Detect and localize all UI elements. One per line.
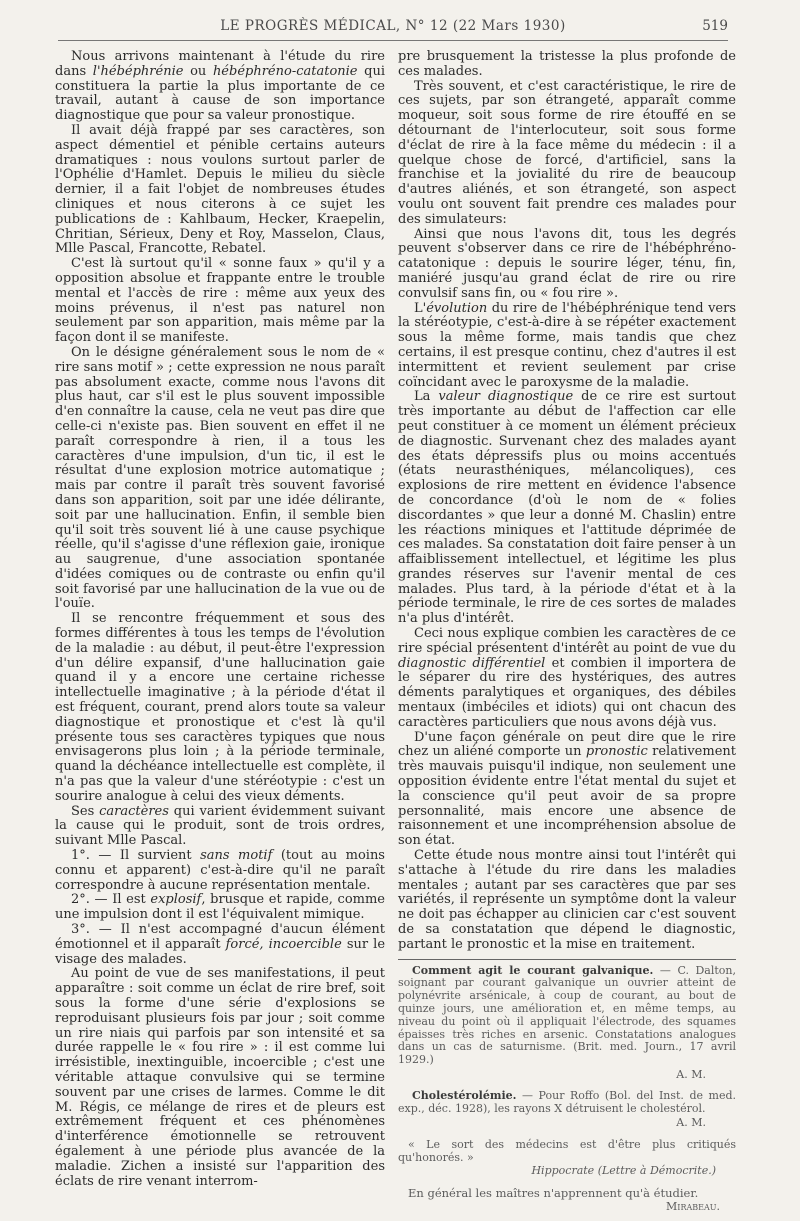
right-column bbox=[398, 50, 736, 1221]
quote-text: En général les maîtres n'apprennent qu'à étudier. bbox=[408, 1186, 699, 1201]
note-item: Comment agit le courant galvanique. — C. Dalton, soignant par courant galvanique un ouvrier atteint de polynévrite arsénicale, à coup de courant, au bout de quinze jours, une amélioration et, en même temps, au niveau du point où il appliquait l'électrode, des squames épaisses très riches en arsenic. Constatations analogues dans un cas de saturnisme. (Brit. med. Journ., 17 avril 1929.) bbox=[398, 963, 737, 1067]
quotations bbox=[398, 1138, 736, 1213]
paragraph: Il avait déjà frappé par ses caractères, son aspect démentiel et pénible certains auteurs dramatiques : nous voulons surtout parler de l'Ophélie d'Hamlet. Depuis le milieu du siècle dernier, il a fait l'objet de nombreuses études cliniques et nous citerons à ce sujet les publications de : Kahlbaum, Hecker, Kraepelin, Chritian, Sérieux, Deny et Roy, Masselon, Claus, Mlle Pascal, Francotte, Rebatel. bbox=[55, 122, 385, 257]
note-heading: Cholestérolémie. bbox=[412, 1088, 517, 1102]
paragraph: Très souvent, et c'est caractéristique, le rire de ces sujets, par son étrangeté, apparaît comme moqueur, soit sous forme de rire étouffé en se détournant de l'interlocuteur, soit sous forme d'éclat de rire à la face même du médecin : il a quelque chose de forcé, d'artificiel, sans la franchise et la jovialité du rire de beaucoup d'autres aliénés, et son étrangeté, son aspect voulu ont souvent fait prendre ces malades pour des simulateurs: bbox=[398, 78, 736, 227]
paragraph: 3°. — Il n'est accompagné d'aucun élément émotionnel et il apparaît forcé, incoercible sur le visage des malades. bbox=[55, 922, 386, 967]
left-column bbox=[55, 50, 385, 1189]
paragraph: Ainsi que nous l'avons dit, tous les degrés peuvent s'observer dans ce rire de l'hébéphréno-catatonique : depuis le sourire léger, ténu, fin, maniéré jusqu'au grand éclat de rire ou rire convulsif sans fin, ou « fou rire ». bbox=[398, 226, 736, 301]
paragraph: 2°. — Il est explosif, brusque et rapide, comme une impulsion dont il est l'équivalent mimique. bbox=[55, 892, 385, 923]
paragraph: Ceci nous explique combien les caractères de ce rire spécial présentent d'intérêt au point de vue du diagnostic différentiel et combien il importera de le séparer du rire des hystériques, des autres déments paralytiques et organiques, des débiles mentaux (imbéciles et idiots) qui ont chacun des caractères particuliers que nous avons déjà vus. bbox=[398, 626, 736, 730]
note-signature: A. M. bbox=[676, 1116, 706, 1130]
note-signature: A. M. bbox=[676, 1067, 706, 1081]
paragraph: La valeur diagnostique de ce rire est surtout très importante au début de l'affection car elle peut constituer à ce moment un élément précieux de diagnostic. Survenant chez des malades ayant des états dépressifs plus ou moins accentués (états neurasthéniques, mélancoliques), ces explosions de rire mettent en évidence l'absence de concordance (d'où le nom de « folies discordantes » que leur a donné M. Chaslin) entre les réactions miniques et l'attitude déprimée de ces malades. Sa constatation doit faire penser à un affaiblissement intellectuel, et légitime les plus grandes réserves sur l'avenir mental de ces malades. Plus tard, à la période d'état et à la période terminale, le rire de ces sortes de malades n'a plus d'intérêt. bbox=[398, 389, 737, 627]
paragraph: C'est là surtout qu'il « sonne faux » qu'il y a opposition absolue et frappante entre le trouble mental et l'accès de rire : même aux yeux des moins prévenus, il n'est pas naturel non seulement par son apparition, mais même par la façon dont il se manifeste. bbox=[55, 256, 385, 346]
journal-title: LE PROGRÈS MÉDICAL, N° 12 (22 Mars 1930) bbox=[220, 18, 566, 34]
quote-attribution: Mirabeau. bbox=[666, 1200, 720, 1214]
note-item: Cholestérolémie. — Pour Roffo (Bol. del Inst. de med. exp., déc. 1928), les rayons X détruisent le cholestérol. bbox=[398, 1088, 736, 1115]
paragraph: On le désigne généralement sous le nom de « rire sans motif » ; cette expression ne nous paraît pas absolument exacte, comme nous l'avons dit plus haut, car s'il est le plus souvent impossible d'en connaître la cause, cela ne veut pas dire que celle-ci n'existe pas. Bien souvent en effet il ne paraît correspondre à rien, il a tous les caractères d'une impulsion, d'un tic, il est le résultat d'une explosion motrice automatique ; mais par contre il paraît très souvent favorisé dans son apparition, soit par une idée délirante, soit par une hallucination. Enfin, il semble bien qu'il soit très souvent lié à une cause psychique réelle, qu'il s'agisse d'une réflexion gaie, ironique au saugrenue, d'une association spontanée d'idées comiques ou de contraste ou enfin qu'il soit favorisé par une hallucination de la vue ou de l'ouïe. bbox=[55, 344, 385, 612]
quote-text: « Le sort des médecins est d'être plus critiqués qu'honorés. » bbox=[398, 1138, 736, 1165]
paragraph: Au point de vue de ses manifestations, il peut apparaître : soit comme un éclat de rire bref, soit sous la forme d'une série d'explosions se reproduisant plusieurs fois par jour ; soit comme un rire niais qui parfois par son intensité et sa durée rappelle le « fou rire » : il est comme lui irrésistible, inextinguible, incoercible ; c'est une véritable attaque convulsive qui se termine souvent par une crises de larmes. Comme le dit M. Régis, ce mélange de rires et de pleurs est extrêmement fréquent et ces phénomènes d'interférence émotionnelle se retrouvent également à une période plus avancée de la maladie. Zichen a insisté sur l'apparition des éclats de rire venant interrom- bbox=[55, 966, 385, 1189]
paragraph: Il se rencontre fréquemment et sous des formes différentes à tous les temps de l'évolution de la maladie : au début, il peut-être l'expression d'un délire expansif, d'une hallucination gaie quand il y a encore une certaine richesse intellectuelle imaginative ; à la période d'état il est fréquent, courant, prend alors toute sa valeur diagnostique et pronostique et c'est là qu'il présente tous ses caractères typiques que nous envisagerons plus loin ; à la période terminale, quand la déchéance intellectuelle est complète, il n'a pas que la valeur d'une stéréotypie : c'est un sourire analogue à celui des vieux déments. bbox=[55, 611, 385, 804]
running-header bbox=[58, 18, 728, 41]
paragraph: L'évolution du rire de l'hébéphrénique tend vers la stéréotypie, c'est-à-dire à se répéter exactement sous la même forme, mais tandis que chez certains, il est presque continu, chez d'autres il est intermittent et revient seulement par crise coïncidant avec le paroxysme de la maladie. bbox=[398, 300, 736, 390]
paragraph: Ses caractères qui varient évidemment suivant la cause qui le produit, sont de trois ordres, suivant Mlle Pascal. bbox=[55, 803, 386, 849]
paragraph: pre brusquement la tristesse la plus profonde de ces malades. bbox=[398, 49, 736, 79]
paragraph: D'une façon générale on peut dire que le rire chez un aliéné comporte un pronostic relativement très mauvais puisqu'il indique, non seulement une opposition évidente entre l'état mental du sujet et la conscience qu'il peut avoir de sa propre personnalité, mais encore une absence de raisonnement et une incompréhension absolue de son état. bbox=[398, 729, 736, 849]
quote-attribution: Hippocrate (Lettre à Démocrite.) bbox=[531, 1164, 716, 1178]
news-notes bbox=[398, 965, 736, 1131]
paragraph: Cette étude nous montre ainsi tout l'intérêt qui s'attache à l'étude du rire dans les maladies mentales ; autant par ses caractères que par ses variétés, il représente un symptôme dont la valeur ne doit pas échapper au clinicien car c'est souvent de sa constatation que dépend le diagnostic, partant le pronostic et la mise en traitement. bbox=[398, 848, 736, 952]
paragraph: 1°. — Il survient sans motif (tout au moins connu et apparent) c'est-à-dire qu'il ne paraît correspondre à aucune représentation mentale. bbox=[55, 848, 385, 893]
note-heading: Comment agit le courant galvanique. bbox=[412, 963, 654, 977]
page-number: 519 bbox=[702, 18, 728, 34]
section-divider bbox=[398, 959, 736, 960]
paragraph: Nous arrivons maintenant à l'étude du rire dans l'hébéphrénie ou hébéphréno-catatonie qui constituera la partie la plus importante de ce travail, autant à cause de son importance diagnostique que pour sa valeur pronostique. bbox=[55, 49, 386, 124]
